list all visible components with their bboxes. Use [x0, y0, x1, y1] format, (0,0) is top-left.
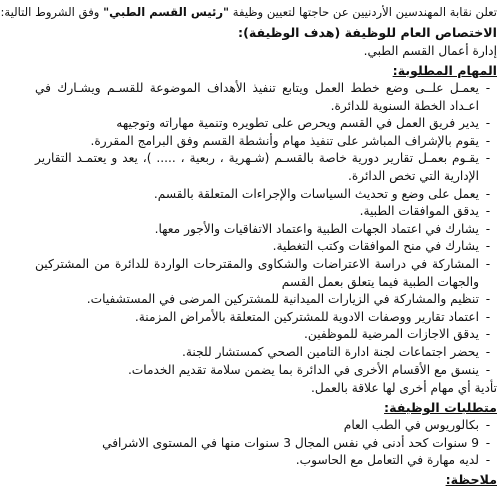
bullet-dash: -	[485, 81, 491, 95]
intro-lead: تعلن نقابة المهندسين الأردنيين عن حاجتها لتعيين وظيفة	[232, 5, 497, 19]
bullet-dash: -	[485, 204, 491, 219]
task-item: - يشارك في منح الموافقات وكتب التغطية.	[35, 238, 497, 256]
specialty-heading: الاختصاص العام للوظيفة (هدف الوظيفة):	[238, 25, 497, 40]
task-item: - ينسق مع الأقسام الأخرى في الدائرة بما يضمن سلامة تقديم الخدمات.	[35, 362, 497, 380]
requirement-item: - 9 سنوات كحد أدنى في نفس المجال 3 سنوات منها في المستوى الاشرافي	[35, 435, 497, 453]
intro-trail: وفق الشروط التالية:	[0, 5, 100, 19]
bullet-dash: -	[485, 309, 491, 324]
requirements-list	[35, 417, 497, 470]
requirements-heading: متطلبات الوظيفة:	[384, 400, 497, 416]
bullet-dash: -	[485, 327, 491, 342]
tasks-list	[35, 80, 497, 379]
bullet-dash: -	[485, 292, 491, 307]
bullet-dash: -	[485, 344, 491, 359]
bullet-dash: -	[485, 186, 491, 201]
bullet-dash: -	[485, 453, 491, 468]
requirement-item: - لديه مهارة في التعامل مع الحاسوب.	[35, 452, 497, 470]
task-item: - يحضر اجتماعات لجنة ادارة التامين الصحي كمستشار للجنة.	[35, 344, 497, 362]
notes-heading: ملاحظة:	[445, 471, 497, 487]
tasks-closing: تأدية أي مهام أخرى لها علاقة بالعمل.	[310, 381, 497, 396]
task-item: - يعمل على وضع و تحديث السياسات والإجراءات المتعلقة بالقسم.	[35, 186, 497, 204]
bullet-dash: -	[485, 221, 491, 236]
bullet-dash: -	[485, 256, 491, 271]
bullet-dash: -	[485, 151, 491, 166]
task-item: - تنظيم والمشاركة في الزيارات الميدانية للمشتركين المرضى في المستشفيات.	[35, 291, 497, 309]
job-title: "رئيس القسم الطبي"	[103, 5, 230, 19]
task-item: - يدير فريق العمل في القسم ويحرص على تطويره وتنمية مهاراته وتوجيهه	[35, 115, 497, 133]
bullet-dash: -	[485, 362, 491, 377]
task-item: - يقـوم بعمـل تقارير دورية خاصة بالقسـم (شـهرية ، ربعية ، ..... )، يعد و يعتمـد التقارير الإدارية التي تخص الدائرة.	[35, 150, 497, 185]
bullet-dash: -	[485, 116, 491, 131]
specialty-text: إدارة أعمال القسم الطبي.	[363, 44, 497, 58]
intro-line	[0, 4, 497, 21]
task-item: - يدقق الاجازات المرضية للموظفين.	[35, 326, 497, 344]
task-item: - يعمـل علــى وضع خطط العمل ويتابع تنفيذ الأهداف الموضوعة للقسـم ويشـارك في اعـداد الخطة السنوية للدائرة.	[35, 80, 497, 115]
bullet-dash: -	[485, 133, 491, 148]
task-item: - يشارك في اعتماد الجهات الطبية واعتماد الاتفاقيات والأجور معها.	[35, 221, 497, 239]
tasks-heading: المهام المطلوبة:	[392, 63, 497, 78]
bullet-dash: -	[485, 435, 491, 450]
task-item: - يدقق الموافقات الطبية.	[35, 203, 497, 221]
task-item: - يقوم بالإشراف المباشر على تنفيذ مهام وأنشطة القسم وفق البرامج المقررة.	[35, 133, 497, 151]
task-item: - اعتماد تقارير ووصفات الادوية للمشتركين المتعلقة بالأمراض المزمنة.	[35, 309, 497, 327]
bullet-dash: -	[485, 239, 491, 254]
bullet-dash: -	[485, 418, 491, 433]
task-item: - المشاركة في دراسة الاعتراضات والشكاوى والمقترحات الواردة للدائرة من المشتركين والجهات الطبية فيما يتعلق بعمل القسم	[35, 256, 497, 291]
requirement-item: - بكالوريوس في الطب العام	[35, 417, 497, 435]
